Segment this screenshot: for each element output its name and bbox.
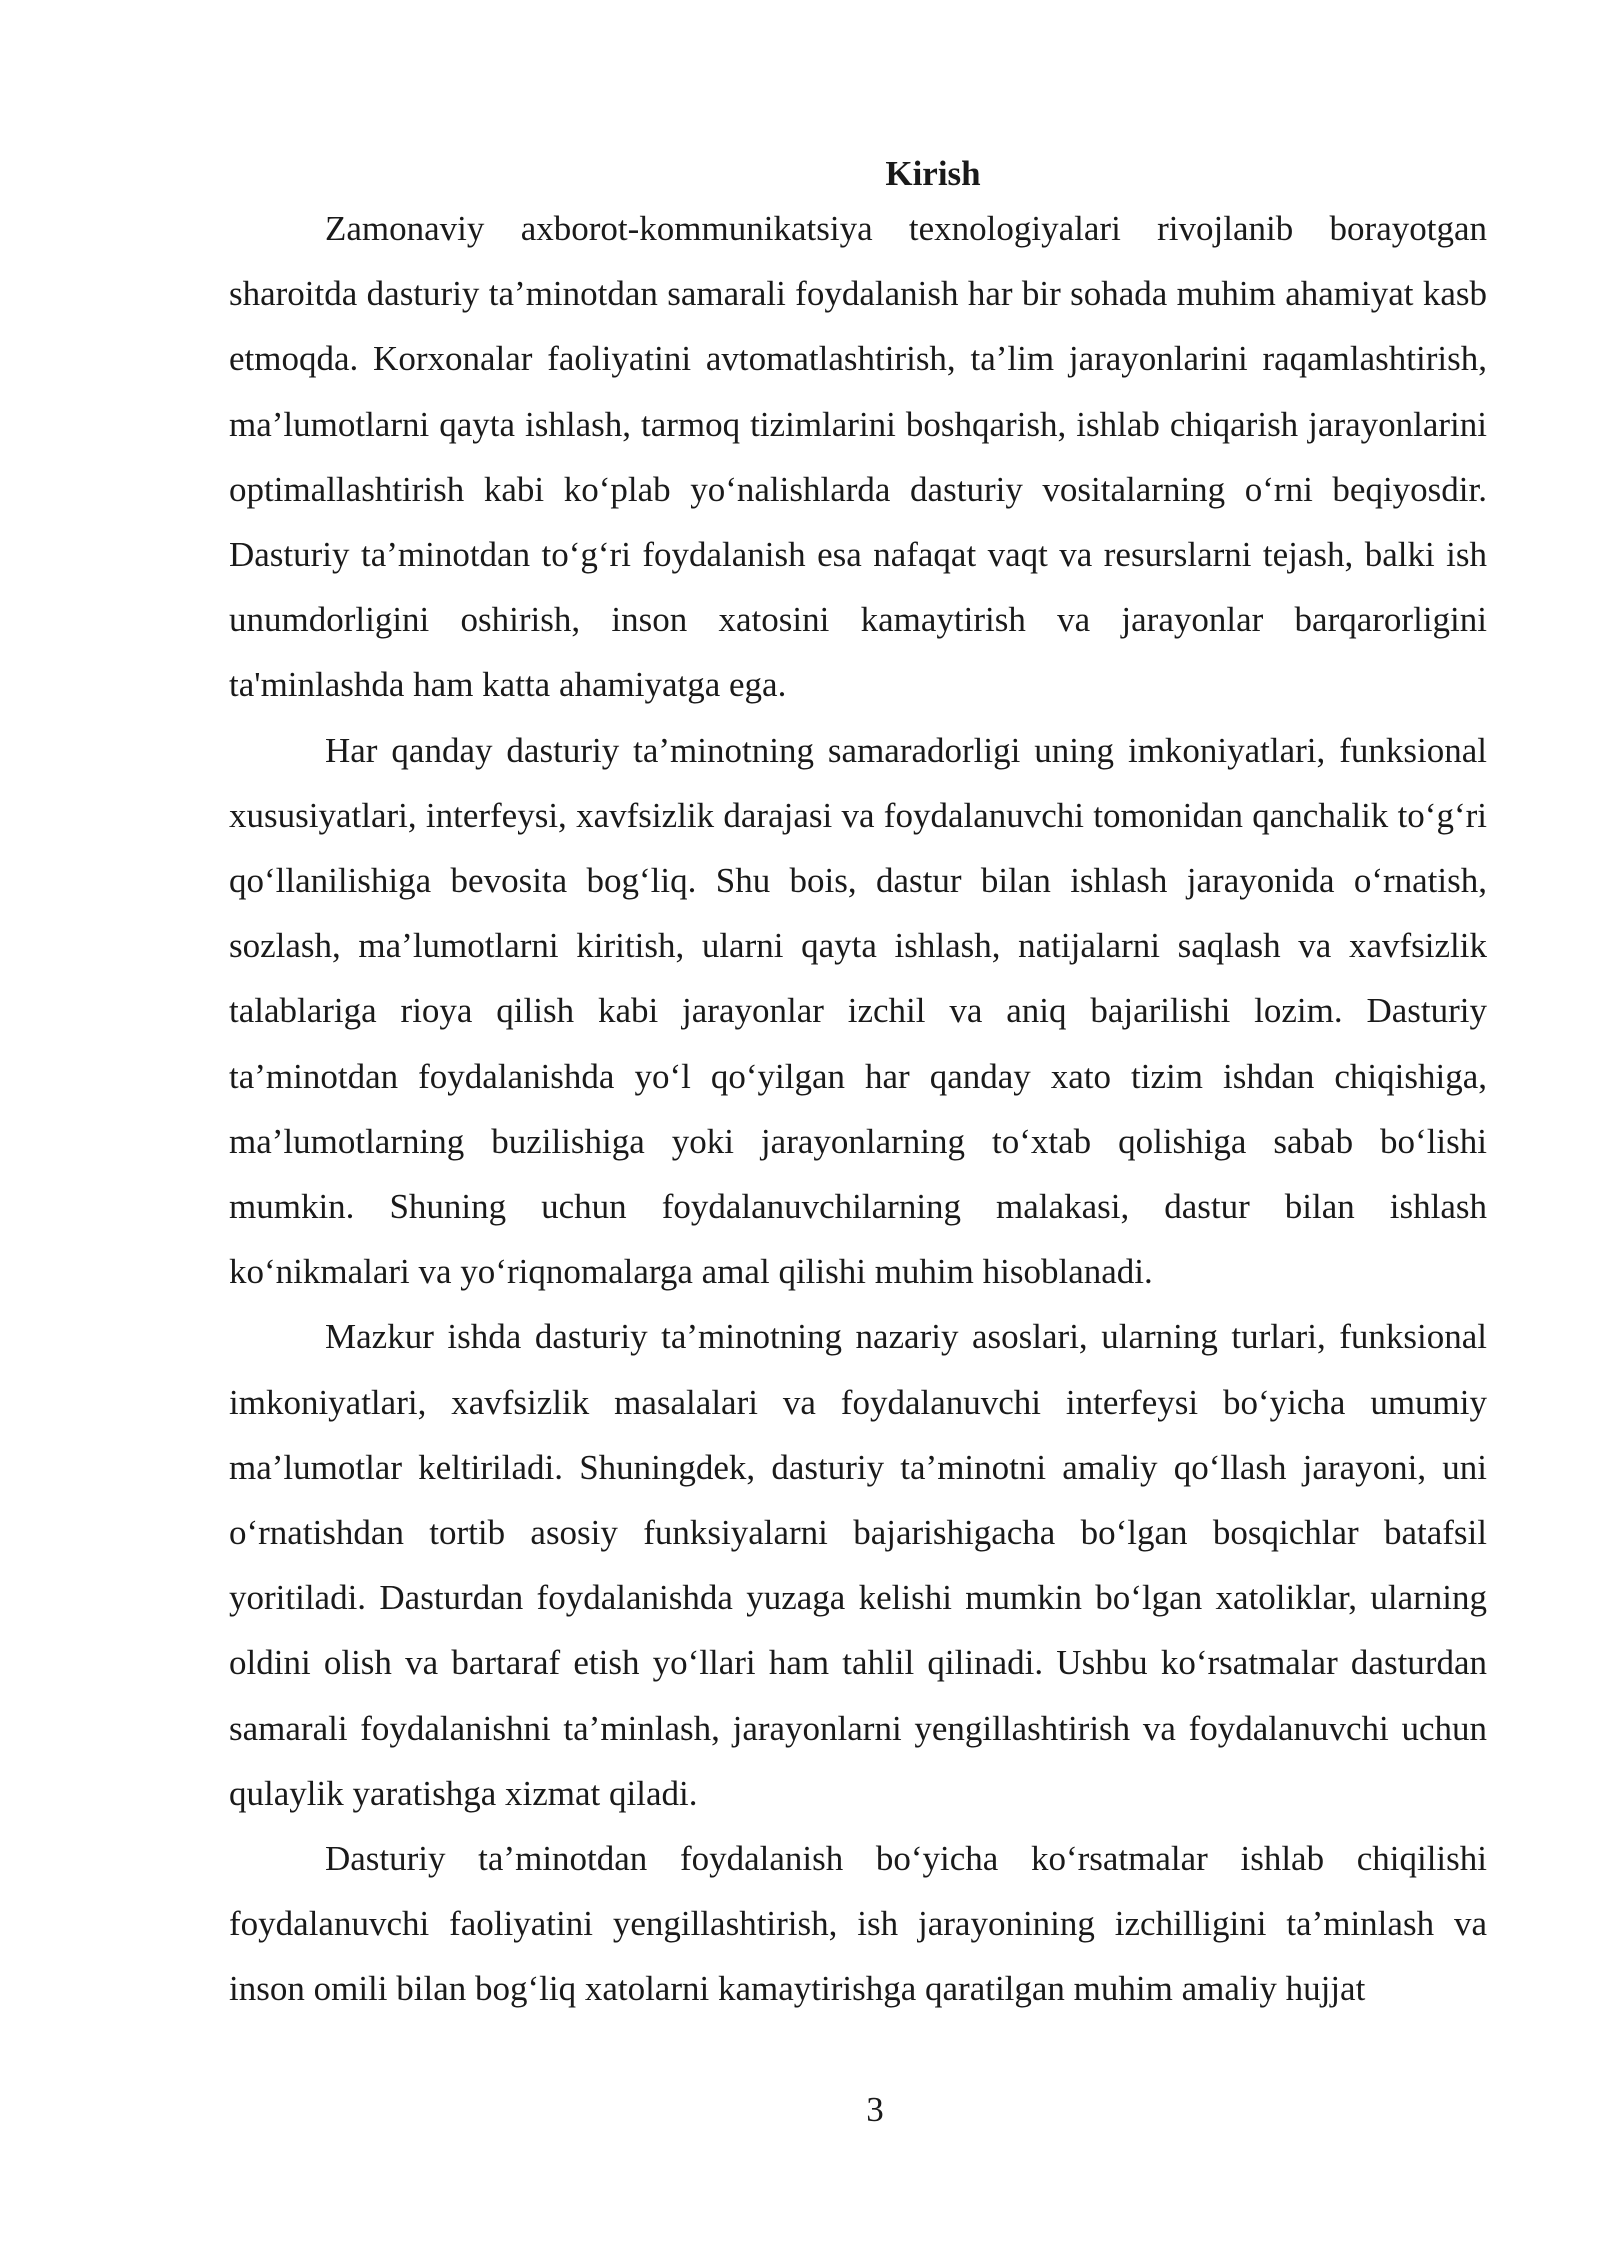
page-body — [229, 152, 1487, 2022]
paragraph-1: Zamonaviy axborot-kommunikatsiya texnologiyalari rivojlanib borayotgan sharoitda dasturiy ta’minotdan samarali foydalanish har bir sohada muhim ahamiyat kasb etmoqda. Korxonalar faoliyatini avtomatlashtirish, ta’lim jarayonlarini raqamlashtirish, ma’lumotlarni qayta ishlash, tarmoq tizimlarini boshqarish, ishlab chiqarish jarayonlarini optimallashtirish kabi ko‘plab yo‘nalishlarda dasturiy vositalarning o‘rni beqiyosdir. Dasturiy ta’minotdan to‘g‘ri foydalanish esa nafaqat vaqt va resurslarni tejash, balki ish unumdorligini oshirish, inson xatosini kamaytirish va jarayonlar barqarorligini ta'minlashda ham katta ahamiyatga ega. — [229, 209, 1487, 705]
paragraph-3: Mazkur ishda dasturiy ta’minotning nazariy asoslari, ularning turlari, funksional imkoniyatlari, xavfsizlik masalalari va foydalanuvchi interfeysi bo‘yicha umumiy ma’lumotlar keltiriladi. Shuningdek, dasturiy ta’minotni amaliy qo‘llash jarayoni, uni o‘rnatishdan tortib asosiy funksiyalarni bajarishigacha bo‘lgan bosqichlar batafsil yoritiladi. Dasturdan foydalanishda yuzaga kelishi mumkin bo‘lgan xatoliklar, ularning oldini olish va bartaraf etish yo‘llari ham tahlil qilinadi. Ushbu ko‘rsatmalar dasturdan samarali foydalanishni ta’minlash, jarayonlarni yengillashtirish va foydalanuvchi uchun qulaylik yaratishga xizmat qiladi. — [229, 1317, 1487, 1813]
paragraph-4: Dasturiy ta’minotdan foydalanish bo‘yicha ko‘rsatmalar ishlab chiqilishi foydalanuvchi faoliyatini yengillashtirish, ish jarayonining izchilligini ta’minlash va inson omili bilan bog‘liq xatolarni kamaytirishga qaratilgan muhim amaliy hujjat — [229, 1839, 1487, 2009]
section-title: Kirish — [885, 154, 981, 193]
page-number: 3 — [866, 2090, 884, 2129]
paragraph-2: Har qanday dasturiy ta’minotning samaradorligi uning imkoniyatlari, funksional xususiyatlari, interfeysi, xavfsizlik darajasi va foydalanuvchi tomonidan qanchalik to‘g‘ri qo‘llanilishiga bevosita bog‘liq. Shu bois, dastur bilan ishlash jarayonida o‘rnatish, sozlash, ma’lumotlarni kiritish, ularni qayta ishlash, natijalarni saqlash va xavfsizlik talablariga rioya qilish kabi jarayonlar izchil va aniq bajarilishi lozim. Dasturiy ta’minotdan foydalanishda yo‘l qo‘yilgan har qanday xato tizim ishdan chiqishiga, ma’lumotlarning buzilishiga yoki jarayonlarning to‘xtab qolishiga sabab bo‘lishi mumkin. Shuning uchun foydalanuvchilarning malakasi, dastur bilan ishlash ko‘nikmalari va yo‘riqnomalarga amal qilishi muhim hisoblanadi. — [229, 730, 1487, 1292]
